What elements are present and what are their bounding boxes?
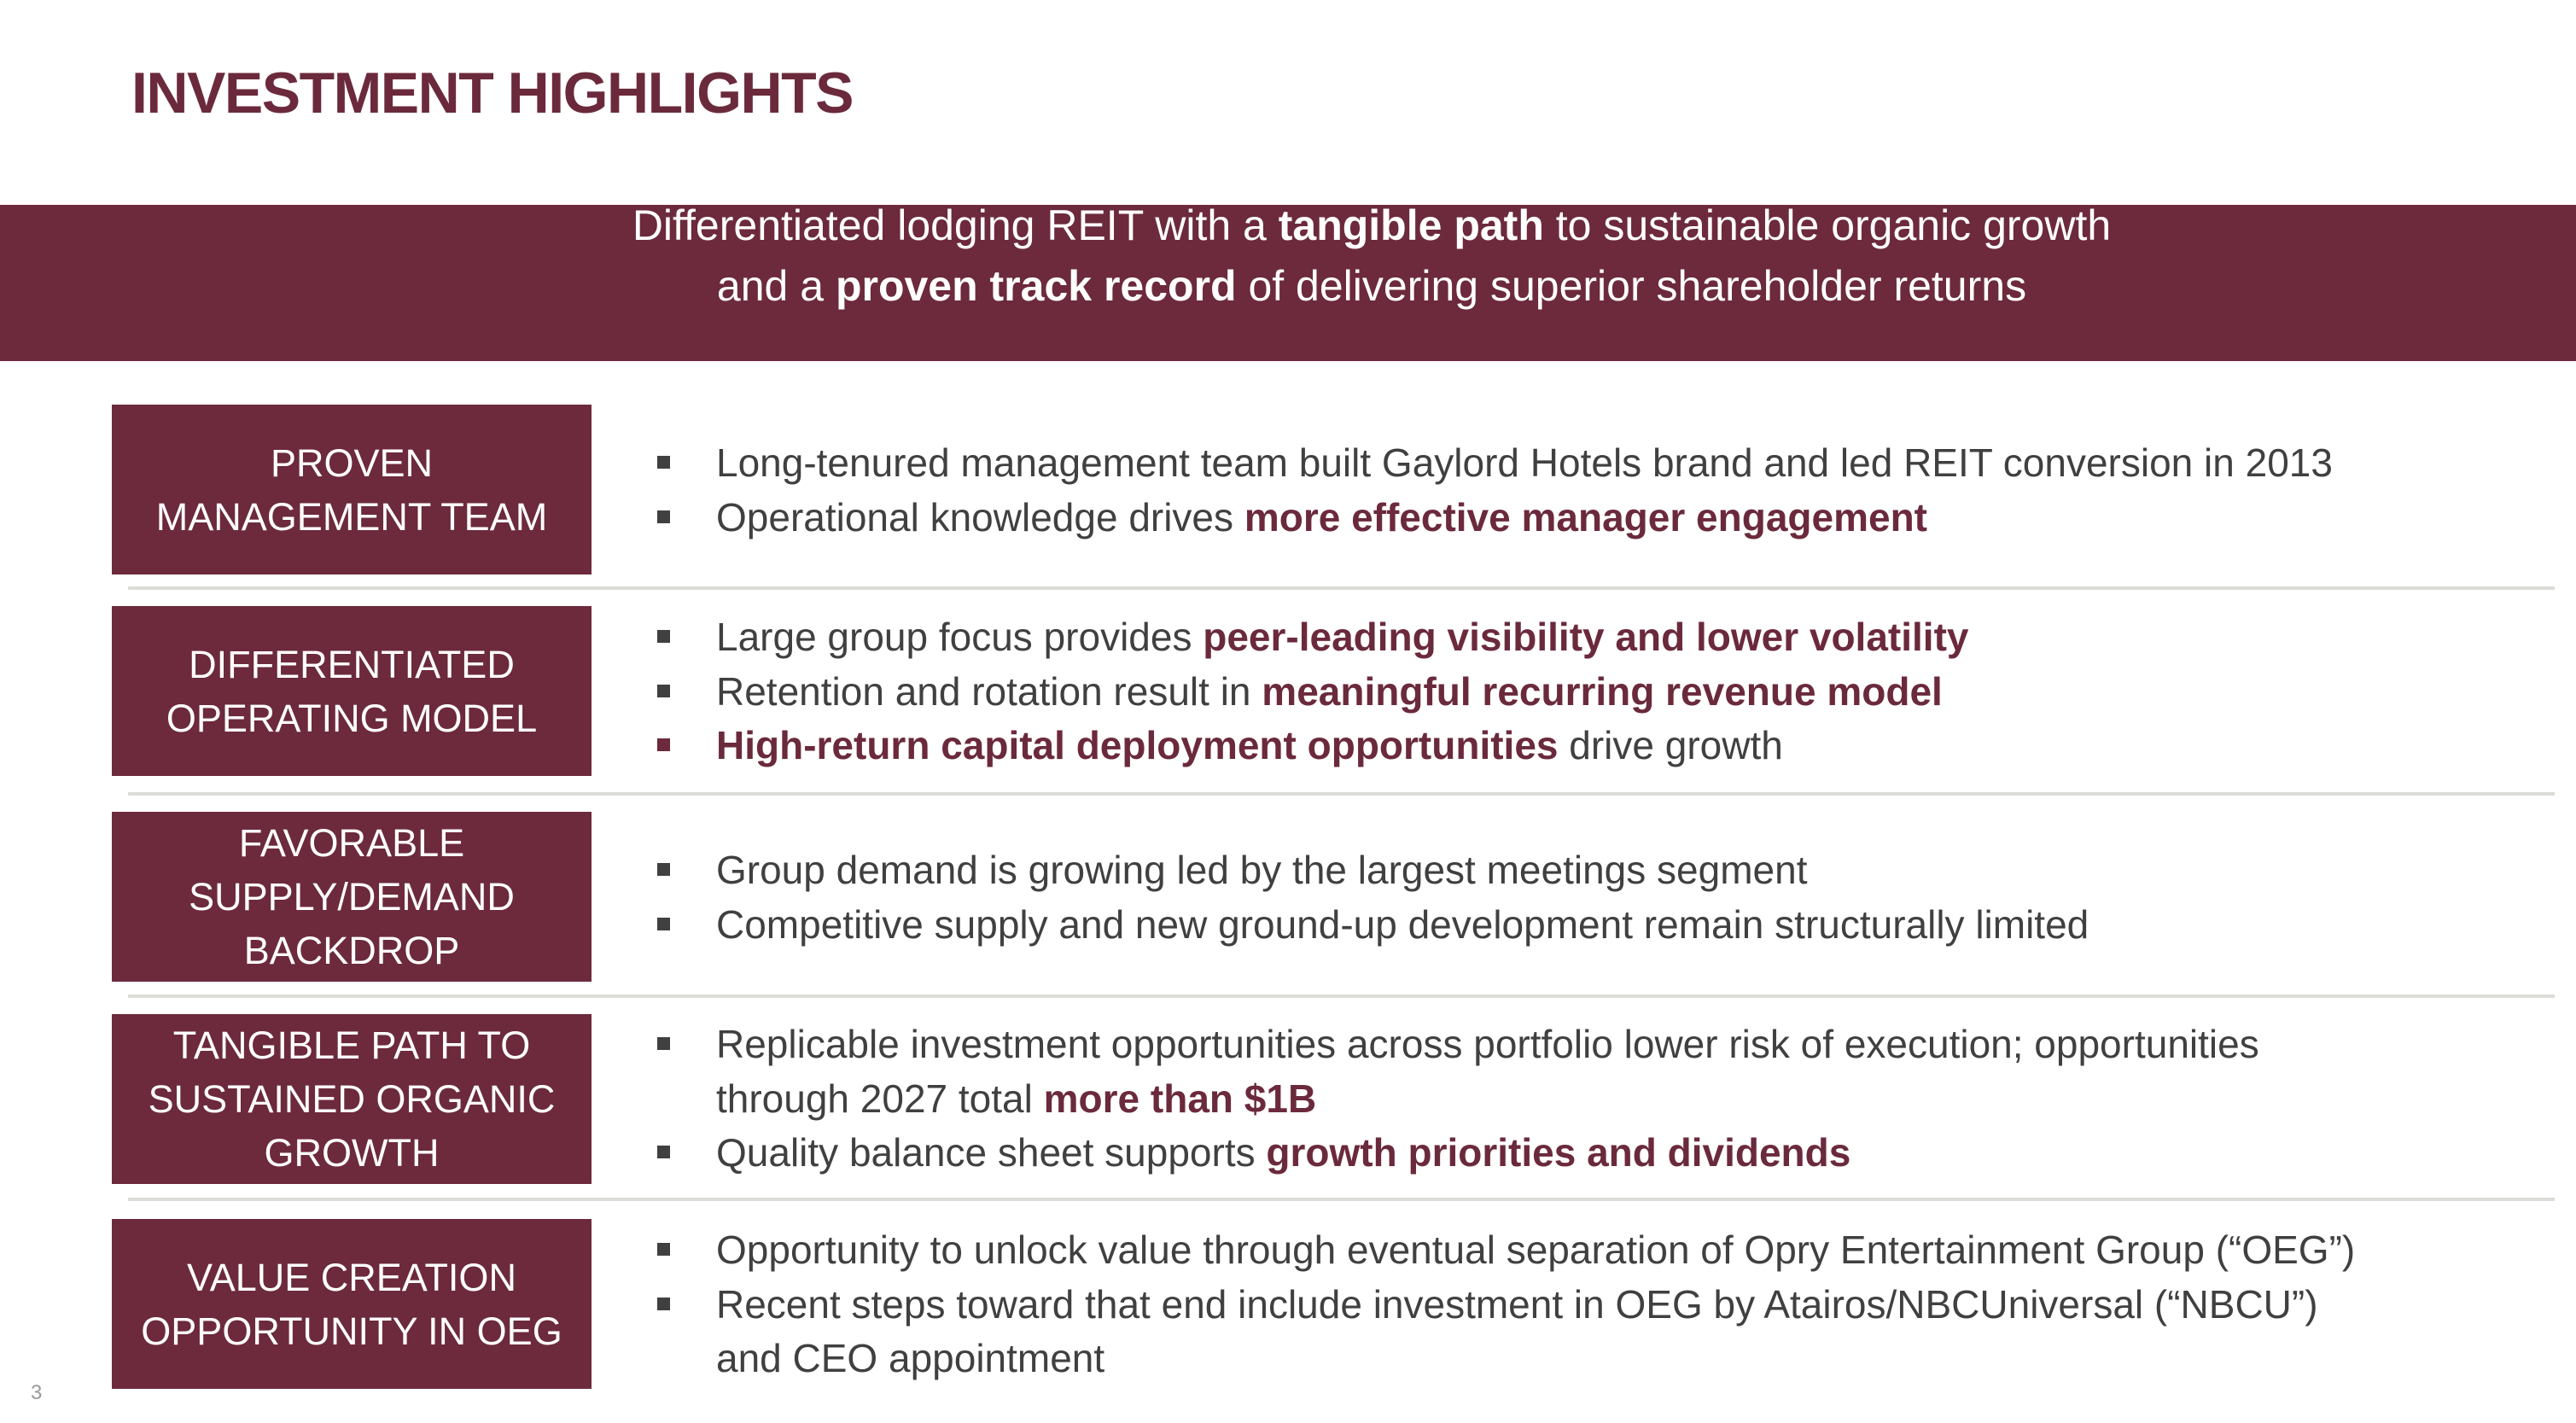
bullet-item	[657, 610, 2569, 665]
body-text: Opportunity to unlock value through eventual separation of Opry Entertainment Group (“OEG”)	[716, 1228, 2356, 1272]
row-divider	[128, 792, 2555, 796]
bullet-item	[657, 898, 2569, 953]
bullet-item	[657, 1278, 2569, 1386]
bullet-list	[657, 610, 2569, 773]
banner-line-1	[0, 201, 2576, 250]
highlight-text: tangible path	[1278, 201, 1544, 249]
body-text: Long-tenured management team built Gaylord Hotels brand and led REIT conversion in 2013	[716, 440, 2333, 485]
category-label-line: BACKDROP	[243, 929, 460, 972]
bullet-item	[657, 436, 2569, 491]
category-label-line: OPERATING MODEL	[166, 696, 538, 740]
bullet-item	[657, 665, 2569, 720]
body-text: and a	[716, 262, 836, 310]
square-bullet-icon	[657, 1298, 670, 1310]
highlight-text: more than $1B	[1043, 1076, 1317, 1121]
body-text: Quality balance sheet supports	[716, 1130, 1267, 1175]
body-text: Operational knowledge drives	[716, 494, 1244, 539]
square-bullet-icon	[657, 1243, 670, 1256]
square-bullet-icon	[657, 738, 670, 751]
highlight-text: peer-leading visibility and lower volatility	[1203, 615, 1969, 659]
highlight-text: more effective manager engagement	[1244, 494, 1927, 539]
body-text: through 2027 total	[716, 1076, 1044, 1121]
highlight-text: proven track record	[835, 262, 1237, 310]
square-bullet-icon	[657, 918, 670, 930]
bullet-item	[657, 491, 2569, 545]
square-bullet-icon	[657, 630, 670, 643]
bullet-item	[657, 1018, 2569, 1126]
row-divider	[128, 1198, 2555, 1201]
bullet-list	[657, 436, 2569, 545]
highlight-category-label	[112, 606, 592, 776]
highlight-category-label	[112, 405, 592, 574]
row-divider	[128, 994, 2555, 998]
bullet-item	[657, 719, 2569, 773]
category-label-line: MANAGEMENT TEAM	[155, 494, 548, 539]
banner-line-2	[0, 261, 2576, 311]
highlight-text: High-return capital deployment opportunities	[716, 723, 1559, 767]
bullet-list	[657, 843, 2569, 952]
square-bullet-icon	[657, 456, 670, 469]
highlight-category-label	[112, 1014, 592, 1184]
body-text: Replicable investment opportunities across portfolio lower risk of execution; opportunities	[716, 1022, 2259, 1066]
bullet-item	[657, 1223, 2569, 1278]
body-text: and CEO appointment	[716, 1336, 1105, 1380]
square-bullet-icon	[657, 510, 670, 523]
category-label-line: OPPORTUNITY IN OEG	[141, 1309, 562, 1353]
highlight-category-label	[112, 812, 592, 982]
page-title: INVESTMENT HIGHLIGHTS	[131, 61, 853, 125]
body-text: Large group focus provides	[716, 615, 1203, 659]
body-text: Recent steps toward that end include investment in OEG by Atairos/NBCUniversal (“NBCU”)	[716, 1281, 2318, 1327]
square-bullet-icon	[657, 1146, 670, 1158]
square-bullet-icon	[657, 863, 670, 876]
body-text: drive growth	[1558, 723, 1783, 767]
bullet-list	[657, 1018, 2569, 1181]
highlight-category-label	[112, 1219, 592, 1389]
category-label-line: DIFFERENTIATED	[189, 642, 515, 686]
category-label-line: SUPPLY/DEMAND	[189, 875, 515, 919]
bullet-list	[657, 1223, 2569, 1386]
body-text: Competitive supply and new ground-up development remain structurally limited	[716, 901, 2089, 947]
body-text: Group demand is growing led by the largest meetings segment	[716, 848, 1808, 892]
row-divider	[128, 586, 2555, 590]
body-text: Differentiated lodging REIT with a	[632, 201, 1279, 249]
body-text: of delivering superior shareholder returns	[1236, 262, 2027, 310]
category-label-line: TANGIBLE PATH TO	[172, 1024, 531, 1067]
category-label-line: SUSTAINED ORGANIC	[148, 1077, 556, 1121]
highlight-text: meaningful recurring revenue model	[1262, 668, 1943, 714]
square-bullet-icon	[657, 685, 670, 697]
category-label-line: PROVEN	[270, 440, 434, 485]
category-label-line: FAVORABLE	[238, 821, 465, 865]
category-label-line: VALUE CREATION	[187, 1255, 516, 1299]
body-text: to sustainable organic growth	[1543, 201, 2112, 249]
body-text: Retention and rotation result in	[716, 668, 1262, 714]
page-number: 3	[31, 1381, 43, 1404]
square-bullet-icon	[657, 1037, 670, 1050]
bullet-item	[657, 843, 2569, 898]
bullet-item	[657, 1126, 2569, 1181]
category-label-line: GROWTH	[264, 1131, 440, 1175]
highlight-text: growth priorities and dividends	[1266, 1130, 1851, 1175]
